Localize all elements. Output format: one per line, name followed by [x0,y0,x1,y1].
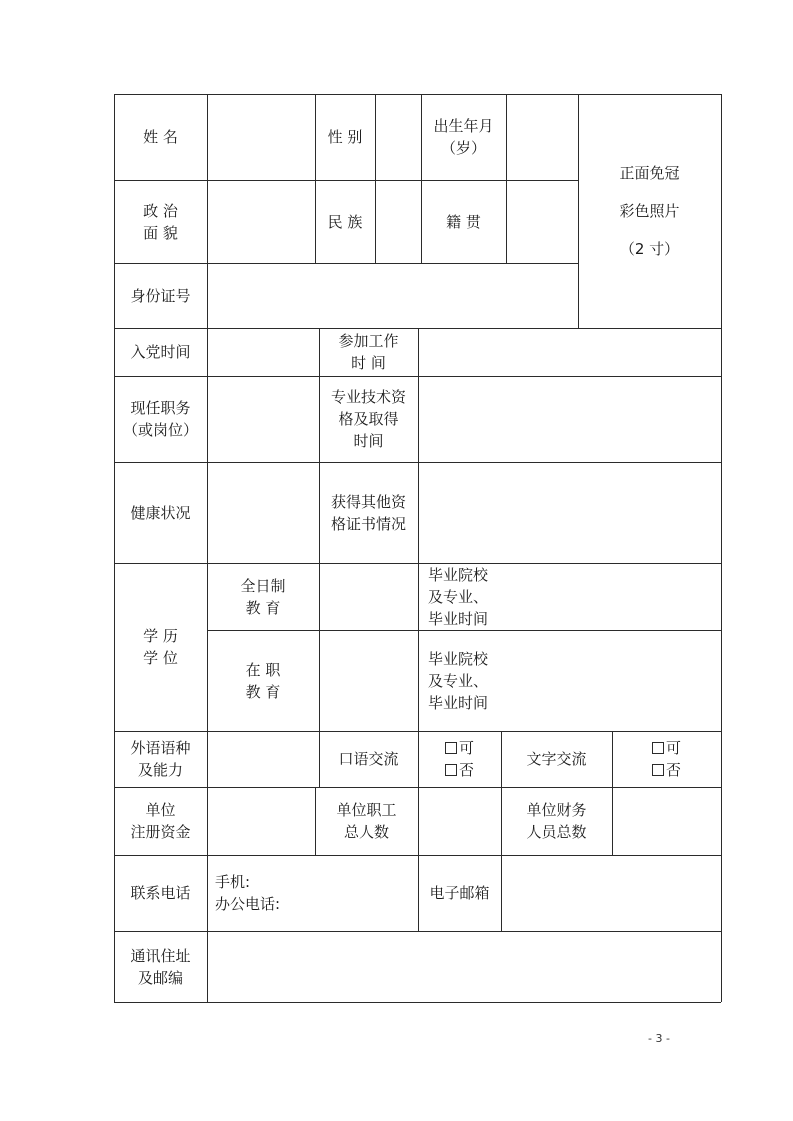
photo-line-3: （2 寸） [619,240,680,258]
fulltime-label: 全日制 教 育 [240,576,286,617]
mobile-label: 手机: [215,873,251,891]
name-label: 姓 名 [143,128,178,146]
inservice-field[interactable] [319,630,418,731]
written-no-label: 否 [665,761,681,779]
photo-line-2: 彩色照片 [619,202,680,220]
office-phone-label: 办公电话: [215,895,281,913]
staff-total-label: 单位职工 总人数 [336,801,397,841]
party-join-field[interactable] [207,328,319,376]
photo-box[interactable] [578,94,721,328]
party-join-label: 入党时间 [130,343,191,361]
other-cert-field[interactable] [418,462,721,563]
written-yes-label: 可 [665,739,681,757]
checkbox-icon[interactable] [652,764,664,776]
written-no-option[interactable] [652,759,681,781]
native-label: 籍 贯 [446,212,481,231]
position-label: 现任职务 （或岗位） [122,399,198,439]
checkbox-icon[interactable] [445,742,457,754]
written-label: 文字交流 [526,750,587,768]
written-options [612,731,721,787]
political-field[interactable] [207,180,315,263]
capital-label: 单位 注册资金 [130,801,191,841]
language-field[interactable] [207,731,319,787]
inservice-label: 在 职 教 育 [245,660,281,701]
birth-label: 出生年月 （岁） [433,117,494,157]
other-cert-label: 获得其他资 格证书情况 [330,492,406,533]
political-label: 政 治 面 貌 [143,201,178,242]
oral-label: 口语交流 [338,750,399,768]
finance-staff-field[interactable] [612,787,721,855]
table-border-bottom [114,1002,721,1003]
language-label: 外语语种 及能力 [130,739,191,779]
inservice-school-field[interactable] [528,630,721,731]
email-label: 电子邮箱 [429,884,490,902]
ethnicity-label: 民 族 [327,212,363,231]
phone-label: 联系电话 [130,884,191,902]
fulltime-school-field[interactable] [528,563,721,630]
checkbox-icon[interactable] [652,742,664,754]
position-field[interactable] [207,376,319,462]
fulltime-school-label: 毕业院校 及专业、 毕业时间 [428,565,489,628]
health-label: 健康状况 [130,503,191,522]
oral-options [418,731,501,787]
address-label: 通讯住址 及邮编 [130,946,191,987]
education-label: 学 历 学 位 [143,627,178,667]
address-field[interactable] [207,931,721,1002]
table-border-right [721,94,722,1002]
health-field[interactable] [207,462,319,563]
work-start-field[interactable] [418,328,721,376]
ethnicity-field[interactable] [375,180,421,263]
oral-yes-option[interactable] [445,737,474,759]
qualification-label: 专业技术资 格及取得 时间 [330,388,406,450]
inservice-school-label: 毕业院校 及专业、 毕业时间 [428,649,489,712]
checkbox-icon[interactable] [445,764,457,776]
fulltime-field[interactable] [319,563,418,630]
capital-field[interactable] [207,787,315,855]
oral-no-label: 否 [458,761,474,779]
staff-total-field[interactable] [418,787,501,855]
phone-field[interactable] [207,855,418,931]
work-start-label: 参加工作 时 间 [338,332,399,372]
name-field[interactable] [207,94,315,180]
gender-field[interactable] [375,94,421,180]
page-number: - 3 - [648,1032,670,1045]
id-number-field[interactable] [207,263,578,328]
photo-line-1: 正面免冠 [619,164,680,182]
oral-no-option[interactable] [445,759,474,781]
oral-yes-label: 可 [458,739,474,757]
native-field[interactable] [506,180,578,263]
email-field[interactable] [501,855,721,931]
finance-staff-label: 单位财务 人员总数 [526,801,587,841]
gender-label: 性 别 [327,128,363,146]
id-number-label: 身份证号 [130,286,191,305]
qualification-field[interactable] [418,376,721,462]
birth-field[interactable] [506,94,578,180]
written-yes-option[interactable] [652,737,681,759]
